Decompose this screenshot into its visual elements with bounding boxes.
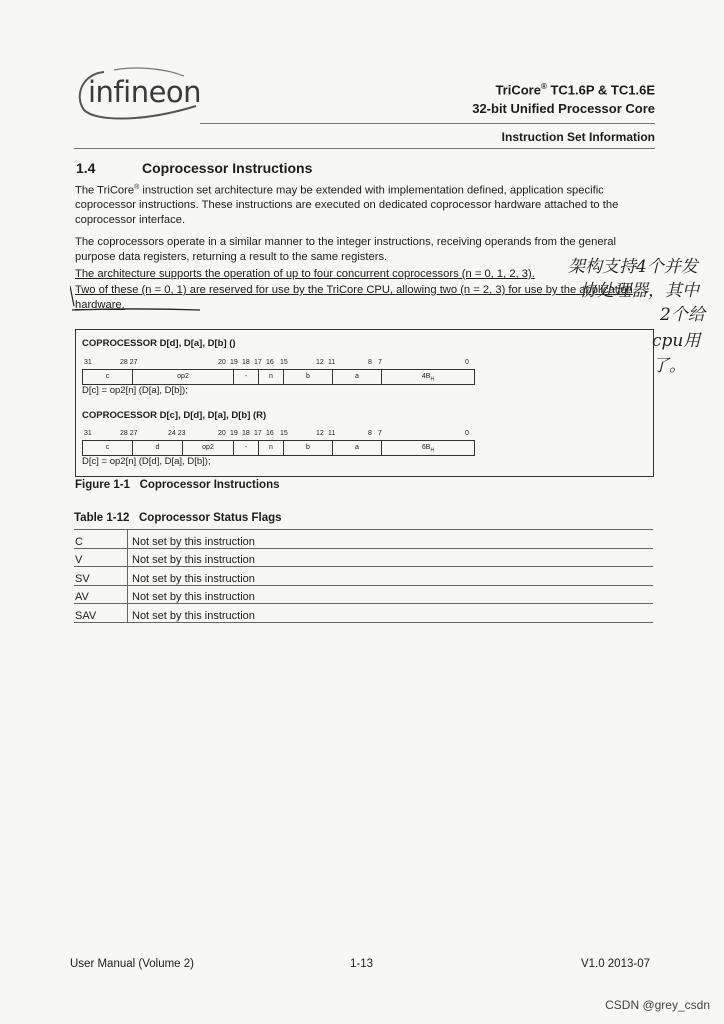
- field-b: b: [284, 370, 333, 384]
- handwritten-note-4: cpu用了。: [652, 331, 701, 376]
- section-title: Coprocessor Instructions: [142, 160, 313, 176]
- field-d: d: [133, 441, 183, 455]
- section-number: 1.4: [76, 160, 96, 176]
- handwritten-note-2: 协处理器，其中: [580, 281, 699, 301]
- field-dash: -: [234, 370, 259, 384]
- header-section-label: Instruction Set Information: [501, 130, 655, 144]
- encoding-1-title: COPROCESSOR D[d], D[a], D[b] (): [82, 338, 236, 349]
- encoding-2-bit-numbers: 31 28 27 24 23 20 19 18 17 16 15 12 11 8 7 0: [84, 430, 469, 437]
- paragraph-3: The architecture supports the operation of up to four concurrent coprocessors (n = 0, 1, 2, 3).: [75, 268, 535, 280]
- table-row: C Not set by this instruction: [74, 530, 653, 549]
- footer-page-number: 1-13: [350, 958, 374, 970]
- table-caption: Table 1-12 Coprocessor Status Flags: [74, 512, 282, 524]
- product-title: TriCore® TC1.6P & TC1.6E 32-bit Unified Processor Core: [472, 82, 655, 117]
- header-divider-2: [74, 148, 655, 149]
- table-row: AV Not set by this instruction: [74, 585, 653, 604]
- footer-left: User Manual (Volume 2): [70, 958, 194, 970]
- handwritten-note-1: 架构支持4个并发: [568, 257, 698, 277]
- field-c: c: [83, 441, 133, 455]
- table-row: SV Not set by this instruction: [74, 567, 653, 586]
- field-opcode: $6B_H$: [421, 444, 435, 454]
- encoding-2-operation: D[c] = op2[n] (D[d], D[a], D[b]);: [82, 456, 211, 467]
- figure-box: [75, 329, 654, 477]
- header-divider: [200, 123, 655, 124]
- field-dash: -: [234, 441, 259, 455]
- table-row: SAV Not set by this instruction: [74, 604, 653, 623]
- field-b: b: [284, 441, 333, 455]
- field-a: a: [333, 370, 382, 384]
- encoding-2-fields: [82, 440, 475, 456]
- table-row: V Not set by this instruction: [74, 548, 653, 567]
- encoding-1-operation: D[c] = op2[n] (D[a], D[b]);: [82, 385, 188, 396]
- field-a: a: [333, 441, 382, 455]
- figure-caption: Figure 1-1 Coprocessor Instructions: [75, 479, 280, 491]
- status-flags-table: [74, 529, 653, 623]
- logo-text: infineon: [88, 75, 202, 109]
- paragraph-4: Two of these (n = 0, 1) are reserved for use by the TriCore CPU, allowing two (n = 2, 3) for use by the application hardware.: [75, 284, 633, 311]
- field-n: n: [259, 370, 284, 384]
- field-op2: op2: [133, 370, 234, 384]
- field-op2: op2: [183, 441, 234, 455]
- infineon-logo: [74, 66, 204, 122]
- paragraph-1: The TriCore® instruction set architecture may be extended with implementation defined, application specific coprocessor instructions. These instructions are executed on dedicated coprocessor hardware attached to the coprocessor interface.: [75, 184, 619, 226]
- field-n: n: [259, 441, 284, 455]
- paragraph-2: The coprocessors operate in a similar manner to the integer instructions, receiving operands from the general purpose data registers, returning a result to the same registers.: [75, 236, 617, 263]
- field-opcode: $4B_H$: [421, 373, 435, 383]
- footer-version: V1.0 2013-07: [580, 958, 650, 970]
- watermark: CSDN @grey_csdn: [605, 998, 710, 1012]
- encoding-1-fields: [82, 369, 475, 385]
- encoding-2-title: COPROCESSOR D[c], D[d], D[a], D[b] (R): [82, 410, 267, 421]
- handwritten-note-3: 2个给: [660, 305, 705, 325]
- field-c: c: [83, 370, 133, 384]
- encoding-1-bit-numbers: 31 28 27 20 19 18 17 16 15 12 11 8 7 0: [84, 359, 469, 366]
